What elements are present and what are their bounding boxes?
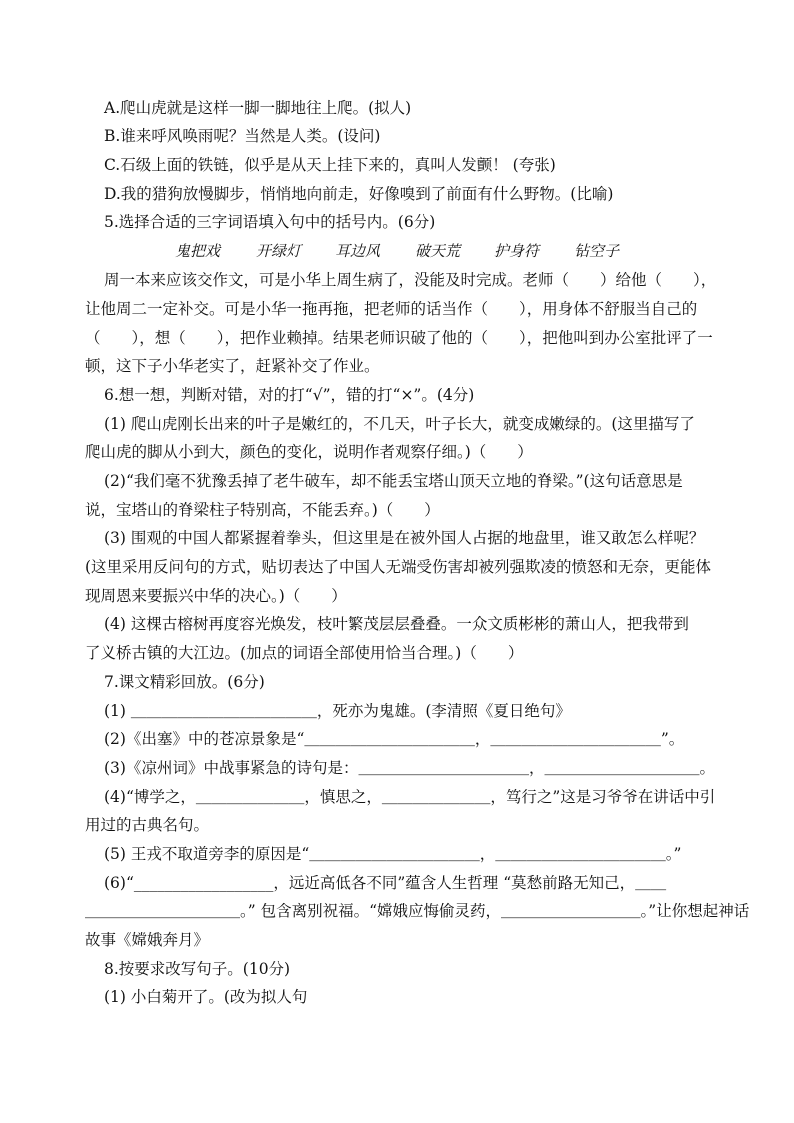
q5-passage-line: （ ），想（ ），把作业赖掉。结果老师识破了他的（ ），把他叫到办公室批评了一 <box>85 329 713 347</box>
q8-item-1: (1) 小白菊开了。(改为拟人句 <box>104 988 308 1006</box>
q5-passage-line: 顿，这下子小华老实了，赶紧补交了作业。 <box>85 357 380 375</box>
q6-item-1: (1) 爬山虎刚长出来的叶子是嫩红的，不几天，叶子长大，就变成嫩绿的。(这里描写了 <box>104 415 695 433</box>
q7-line: (6)“__________________，远近高低各不同”蕴含人生哲理 “莫愁前路无知己，＿＿ <box>104 874 667 892</box>
q7-title: 7.课文精彩回放。(6分) <box>104 673 265 691</box>
word-option: 钻空子 <box>574 242 620 260</box>
word-option: 鬼把戏 <box>175 242 221 260</box>
q6-title: 6.想一想，判断对错，对的打“√”，错的打“×”。(4分) <box>104 386 475 404</box>
q5-word-bank <box>0 240 794 262</box>
q6-item-1-cont: 爬山虎的脚从小到大，颜色的变化，说明作者观察仔细。)（ ） <box>85 443 533 461</box>
q7-line: (3)《凉州词》中战事紧急的诗句是：＿＿＿＿＿＿＿＿＿＿＿，＿＿＿＿＿＿＿＿＿＿。 <box>104 759 715 777</box>
q6-item-3-cont: 现周恩来要振兴中华的决心。)（ ） <box>85 587 347 605</box>
q4-option-d: D.我的猎狗放慢脚步，悄悄地向前走，好像嗅到了前面有什么野物。(比喻) <box>104 185 614 203</box>
q7-line: ＿＿＿＿＿＿＿＿＿＿。” 包含离别祝福。“嫦娥应悔偷灵药，＿＿＿＿＿＿＿＿＿。”让你想起神话 <box>85 902 750 920</box>
q4-option-a: A.爬山虎就是这样一脚一脚地往上爬。(拟人) <box>104 99 412 117</box>
q6-item-2: (2)“我们毫不犹豫丢掉了老牛破车，却不能丢宝塔山顶天立地的脊梁。”(这句话意思是 <box>104 472 683 490</box>
word-option: 开绿灯 <box>256 242 302 260</box>
word-option: 破天荒 <box>415 242 461 260</box>
q7-line: 故事《嫦娥奔月》 <box>85 931 210 949</box>
q4-option-b: B.谁来呼风唤雨呢？当然是人类。(设问) <box>104 127 381 145</box>
q5-passage-line: 让他周二一定补交。可是小华一拖再拖，把老师的话当作（ ），用身体不舒服当自己的 <box>85 300 698 318</box>
q6-item-3: (3) 围观的中国人都紧握着拳头，但这里是在被外国人占据的地盘里，谁又敢怎么样呢？ <box>104 529 705 547</box>
word-option: 护身符 <box>494 242 540 260</box>
q7-line: (2)《出塞》中的苍凉景象是“＿＿＿＿＿＿＿＿＿＿＿，＿＿＿＿＿＿＿＿＿＿＿”。 <box>104 730 685 748</box>
q6-item-2-cont: 说，宝塔山的脊梁柱子特别高，不能丢弃。)（ ） <box>85 501 440 519</box>
q5-passage-line: 周一本来应该交作文，可是小华上周生病了，没能及时完成。老师（ ）给他（ ）， <box>104 271 717 289</box>
q7-line: (1) ＿＿＿＿＿＿＿＿＿＿＿＿，死亦为鬼雄。(李清照《夏日绝句》 <box>104 702 571 720</box>
q6-item-4: (4) 这棵古榕树再度容光焕发，枝叶繁茂层层叠叠。一众文质彬彬的萧山人，把我带到 <box>104 615 689 633</box>
q6-item-4-cont: 了义桥古镇的大江边。(加点的词语全部使用恰当合理。)（ ） <box>85 644 524 662</box>
q8-title: 8.按要求改写句子。(10分) <box>104 960 291 978</box>
word-option: 耳边风 <box>335 242 381 260</box>
q6-item-3-cont: (这里采用反问句的方式，贴切表达了中国人无端受伤害却被列强欺凌的愤怒和无奈，更能体 <box>85 558 712 576</box>
q7-line: (4)“博学之，＿＿＿＿＿＿＿，慎思之，＿＿＿＿＿＿＿，笃行之”这是习爷爷在讲话中引 <box>104 788 716 806</box>
q7-line: (5) 王戎不取道旁李的原因是“＿＿＿＿＿＿＿＿＿＿＿，＿＿＿＿＿＿＿＿＿＿＿。” <box>104 845 682 863</box>
q5-title: 5.选择合适的三字词语填入句中的括号内。(6分) <box>104 213 436 231</box>
q4-option-c: C.石级上面的铁链，似乎是从天上挂下来的，真叫人发颤！ (夸张) <box>104 156 556 174</box>
q7-line: 用过的古典名句。 <box>85 816 210 834</box>
